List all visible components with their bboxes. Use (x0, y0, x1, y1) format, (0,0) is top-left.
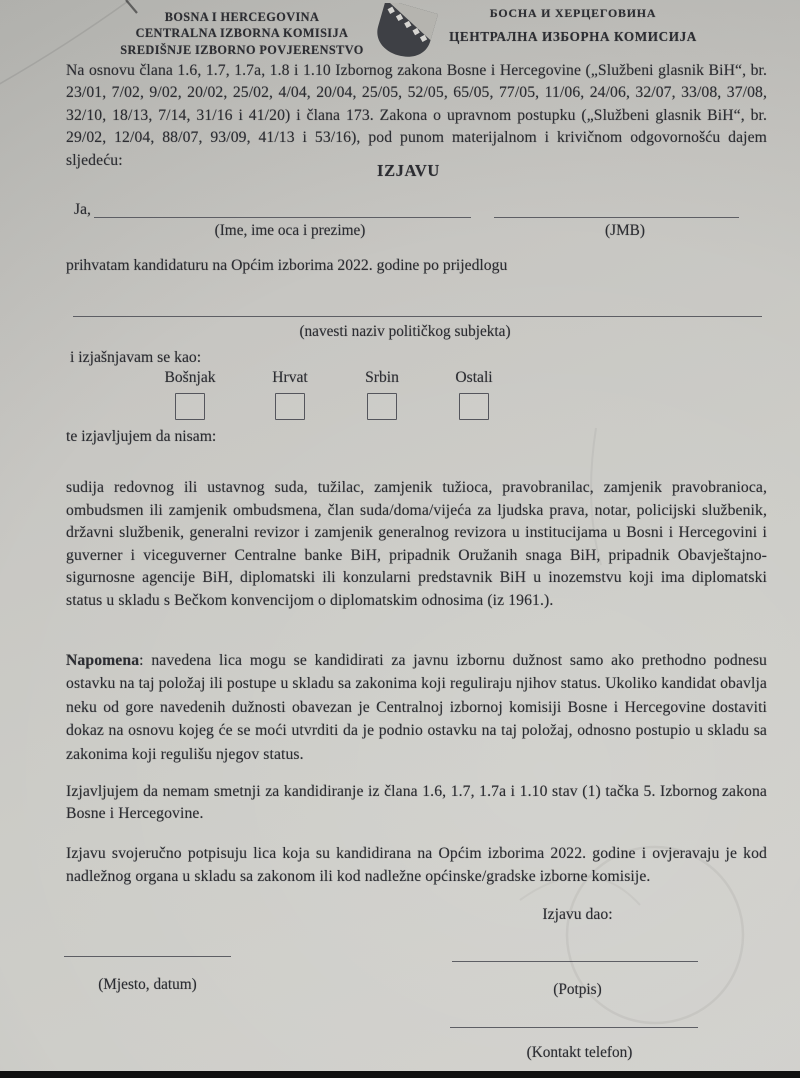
bih-coat-of-arms-logo (372, 3, 438, 59)
option-label-hrvat: Hrvat (272, 369, 308, 386)
note-label: Napomena (66, 652, 140, 669)
signing-rules-paragraph: Izjavu svojeručno potpisuju lica koja su kandidirana na Općim izborima 2022. godine i ovjeravaju je kod nadležnog organa u skladu sa zakonom ili kod nadležne općinske/gradske izborne komisije. (66, 845, 767, 885)
document-title: IZJAVU (377, 161, 440, 180)
checkbox-ostali[interactable] (459, 393, 489, 420)
signature-label: (Potpis) (553, 981, 602, 998)
name-field-label: (Ime, ime oca i prezime) (214, 222, 366, 239)
note-paragraph (66, 649, 767, 766)
declaration-given-by-label: Izjavu dao: (542, 906, 613, 923)
contact-phone-line[interactable] (450, 1011, 698, 1028)
ethnicity-option-srbin (336, 369, 428, 420)
option-label-bosnjak: Bošnjak (164, 369, 216, 386)
place-date-line[interactable] (64, 940, 231, 957)
political-subject-label: (navesti naziv političkog subjekta) (299, 323, 511, 340)
option-label-srbin: Srbin (365, 369, 399, 386)
ethnicity-option-bosnjak (144, 369, 236, 420)
candidacy-acceptance-text: prihvatam kandidaturu na Općim izborima 2022. godine po prijedlogu (66, 257, 508, 274)
not-holding-prompt: te izjavljujem da nisam: (66, 428, 217, 445)
signature-line[interactable] (452, 945, 698, 962)
header-line-country-cyr: БОСНА И ХЕРЦЕГОВИНА (489, 6, 657, 20)
option-label-ostali: Ostali (455, 369, 493, 386)
name-field-line[interactable] (94, 201, 471, 218)
political-subject-line[interactable] (73, 300, 762, 317)
ethnicity-option-hrvat (244, 369, 336, 420)
header-line-country: BOSNA I HERCEGOVINA (164, 10, 320, 24)
checkbox-hrvat[interactable] (275, 393, 305, 420)
checkbox-srbin[interactable] (367, 393, 397, 420)
ja-label: Ja, (74, 201, 91, 218)
header-institution-latin (103, 9, 381, 58)
prohibited-positions-paragraph: sudija redovnog ili ustavnog suda, tužilac, zamjenik tužioca, pravobranilac, zamjenik pravobranioca, ombudsmen ili zamjenik ombudsmena, član suda/doma/vijeća za ljudska prava, notar, policijski službenik, državni službenik, generalni revizor i zamjenik generalnog revizora u institucijama u Bosni i Hercegovini i guverner i viceguverner Centralne banke BiH, pripadnik Oružanih snaga BiH, pripadnik Obavještajno-sigurnosne agencije BiH, diplomatski ili konzularni predstavnik BiH u inozemstvu koji ima diplomatski status u skladu s Bečkom konvencijom o diplomatskim odnosima (iz 1961.). (66, 479, 767, 609)
place-date-label: (Mjesto, datum) (98, 976, 197, 993)
ethnicity-prompt: i izjašnjavam se kao: (70, 349, 202, 366)
jmb-field-label: (JMB) (605, 222, 645, 239)
note-text: : navedena lica mogu se kandidirati za javnu izbornu dužnost samo ako prethodno podnesu ostavku na taj položaj ili postupe u skladu sa zakonima koji reguliraju njihov status. Ukoliko kandidat obavlja neku od gore navedenih dužnosti obavezan je Centralnoj izbornoj komisiji Bosne i Hercegovine dostaviti dokaz na osnovu kojeg će se moći utvrditi da je podnio ostavku na taj položaj, odnosno postupio u skladu sa zakonima koji regulišu njegov status. (66, 652, 767, 763)
header-institution-cyrillic (438, 6, 708, 45)
checkbox-bosnjak[interactable] (175, 393, 205, 420)
header-line-commission: CENTRALNA IZBORNA KOMISIJA (135, 26, 349, 41)
header-line-commission-hr: SREDIŠNJE IZBORNO POVJERENSTVO (120, 42, 364, 57)
ethnicity-option-ostali (428, 369, 520, 420)
contact-phone-label: (Kontakt telefon) (526, 1044, 633, 1061)
jmb-field-line[interactable] (494, 201, 739, 218)
legal-basis-paragraph: Na osnovu člana 1.6, 1.7, 1.7a, 1.8 i 1.10 Izbornog zakona Bosne i Hercegovine („Službeni glasnik BiH“, br. 23/01, 7/02, 9/02, 20/02, 25/02, 4/04, 20/04, 25/05, 52/05, 65/05, 77/05, 11/06, 24/06, 32/07, 33/08, 37/08, 32/10, 18/13, 7/14, 31/16 i 41/20) i člana 173. Zakona o upravnom postupku („Službeni glasnik BiH“, br. 29/02, 12/04, 88/07, 93/09, 41/13 i 53/16), pod punom materijalnom i krivičnom odgovornošću dajem sljedeću: (66, 62, 767, 169)
no-impediment-paragraph: Izjavljujem da nemam smetnji za kandidiranje iz člana 1.6, 1.7, 1.7a i 1.10 stav (1) tačka 5. Izbornog zakona Bosne i Hercegovine. (66, 783, 767, 823)
header-line-commission-cyr: ЦЕНТРАЛНА ИЗБОРНА КОМИСИЈА (449, 29, 697, 44)
